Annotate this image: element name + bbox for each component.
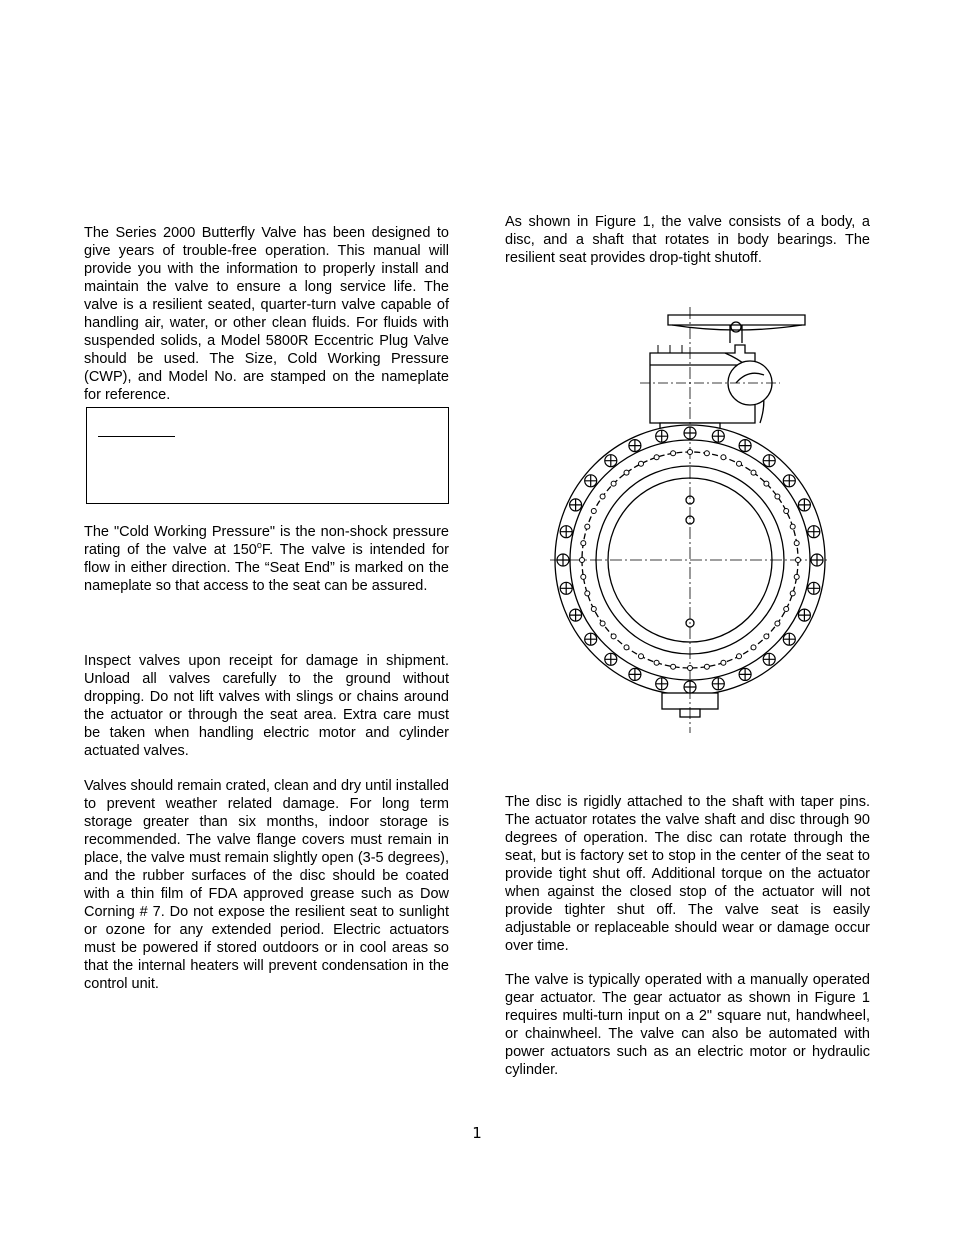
butterfly-valve-figure xyxy=(540,305,840,735)
retainer-hole xyxy=(704,451,709,456)
description-text: As shown in Figure 1, the valve consists of a body, a disc, and a shaft that rotates in body bearings. The resilient seat provides drop-tight shutoff. xyxy=(505,214,870,266)
degree-superscript: o xyxy=(256,540,262,550)
retainer-hole xyxy=(790,591,795,596)
pressure-text xyxy=(84,523,449,595)
retainer-hole xyxy=(671,664,676,669)
retainer-hole xyxy=(639,654,644,659)
retainer-hole xyxy=(688,450,693,455)
pressure-text-part2: F. The valve is intended for flow in either direction. The “Seat End” is marked on the nameplate so that access to the seat can be assured. xyxy=(84,542,449,594)
retainer-hole xyxy=(764,634,769,639)
retainer-hole xyxy=(704,664,709,669)
retainer-hole xyxy=(639,461,644,466)
storage-paragraph xyxy=(84,777,449,993)
retainer-hole xyxy=(654,455,659,460)
retainer-hole xyxy=(591,607,596,612)
retainer-hole xyxy=(794,574,799,579)
retainer-hole xyxy=(581,574,586,579)
retainer-hole xyxy=(737,461,742,466)
retainer-hole xyxy=(721,660,726,665)
retainer-hole xyxy=(591,509,596,514)
pressure-paragraph xyxy=(84,523,449,595)
inspection-text: Inspect valves upon receipt for damage in shipment. Unload all valves carefully to the ground without dropping. Do not lift valves with slings or chains around the actuator or through the seat area. Extra care must be taken when handling electric motor and cylinder actuated valves. xyxy=(84,653,449,759)
operation-text: The valve is typically operated with a manually operated gear actuator. The gear actuator as shown in Figure 1 requires multi-turn input on a 2" square nut, handwheel, or chainwheel. The valve can also be automated with power actuators such as an electric motor or hydraulic cylinder. xyxy=(505,972,870,1078)
retainer-hole xyxy=(775,621,780,626)
retainer-hole xyxy=(585,591,590,596)
retainer-hole xyxy=(611,481,616,486)
pressure-text-part1: The "Cold Working Pressure" is the non-shock pressure rating of the valve at 150 xyxy=(84,524,449,558)
retainer-hole xyxy=(784,607,789,612)
disc-paragraph xyxy=(505,793,870,955)
operation-paragraph xyxy=(505,971,870,1079)
retainer-hole xyxy=(764,481,769,486)
retainer-hole xyxy=(580,558,585,563)
retainer-hole xyxy=(737,654,742,659)
storage-text: Valves should remain crated, clean and dry until installed to prevent weather related damage. For long term storage greater than six months, indoor storage is recommended. The valve flange covers must remain in place, the valve must remain slightly open (3-5 degrees), and the rubber surfaces of the disc should be coated with a thin film of FDA approved grease such as Dow Corning # 7. Do not expose the resilient seat to sunlight or ozone for any extended period. Electric actuators must be powered if stored outdoors or in cool areas so that the internal heaters will prevent condensation in the control unit. xyxy=(84,778,449,992)
retainer-hole xyxy=(581,541,586,546)
retainer-hole xyxy=(624,470,629,475)
handwheel xyxy=(668,315,805,325)
retainer-hole xyxy=(624,645,629,650)
description-paragraph xyxy=(505,213,870,267)
retainer-hole xyxy=(671,451,676,456)
disc-text: The disc is rigidly attached to the shaft with taper pins. The actuator rotates the valve shaft and disc through 90 degrees of operation. The disc can rotate through the seat, but is factory set to stop in the center of the seat to provide tight shut off. Additional torque on the actuator when against the closed stop of the actuator will not provide tighter shut off. The valve seat is easily adjustable or replaceable should wear or damage occur over time. xyxy=(505,794,870,954)
page-number: 1 xyxy=(472,1124,482,1142)
retainer-hole xyxy=(796,558,801,563)
retainer-hole xyxy=(784,509,789,514)
retainer-hole xyxy=(721,455,726,460)
intro-text: The Series 2000 Butterfly Valve has been designed to give years of trouble-free operation. This manual will provide you with the information to properly install and maintain the valve to ensure a long service life. The valve is a resilient seated, quarter-turn valve capable of handling air, water, or other clean fluids. For fluids with suspended solids, a Model 5800R Eccentric Plug Valve should be used. The Size, Cold Working Pressure (CWP), and Model No. are stamped on the nameplate for reference. xyxy=(84,225,449,403)
intro-paragraph xyxy=(84,224,449,404)
retainer-hole xyxy=(600,621,605,626)
retainer-hole xyxy=(751,645,756,650)
retainer-hole xyxy=(600,494,605,499)
inspection-paragraph xyxy=(84,652,449,760)
retainer-hole xyxy=(790,524,795,529)
retainer-hole xyxy=(611,634,616,639)
retainer-hole xyxy=(794,541,799,546)
note-box xyxy=(86,407,449,504)
retainer-hole xyxy=(751,470,756,475)
note-heading-rule xyxy=(98,436,175,437)
retainer-hole xyxy=(654,660,659,665)
retainer-hole xyxy=(585,524,590,529)
retainer-hole xyxy=(775,494,780,499)
retainer-hole xyxy=(688,666,693,671)
